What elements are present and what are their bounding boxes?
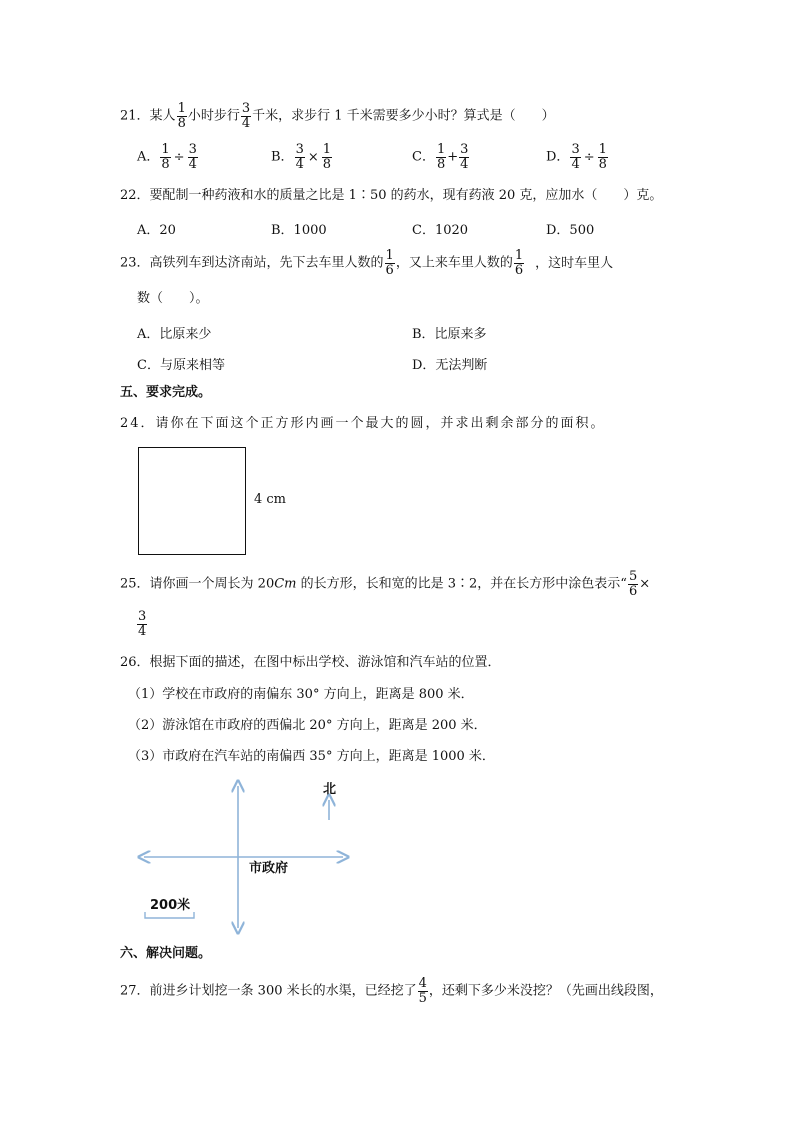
option-d: D．无法判断 [412,358,488,373]
question-25: 25．请你画一个周长为 20Cm 的长方形，长和宽的比是 3∶2，并在长方形中涂色表示“ $\frac{5}{6}$ × [120,569,651,599]
question-26: 26．根据下面的描述，在图中标出学校、游泳馆和汽车站的位置． [120,655,501,670]
question-27: 27．前进乡计划挖一条 300 米长的水渠，已经挖了 $\frac{4}{5}$ ，还剩下多少米没挖？（先画出线段图， [120,976,663,1006]
question-23: 23．高铁列车到达济南站，先下去车里人数的 $\frac{1}{6}$ ，又上来车里人数的 $\frac{1}{6}$ ，这时车里人 [120,248,614,278]
fraction: $\frac{4}{5}$ [418,976,427,1006]
fraction: $\frac{3}{4}$ [138,609,147,639]
fraction: $\frac{1}{8}$ [177,101,186,131]
list-item: （1）学校在市政府的南偏东 30° 方向上，距离是 800 米． [128,687,474,702]
option-b: B．比原来多 [412,327,487,342]
list-item: （3）市政府在汽车站的南偏西 35° 方向上，距离是 1000 米． [128,749,495,764]
side-length-label: 4 cm [254,492,287,507]
scale-label: 200米 [150,898,191,913]
option-c: C． $\frac{1}{8}$ + $\frac{3}{4}$ [412,142,469,172]
fraction: $\frac{1}{6}$ [514,248,524,278]
question-text: 21． [120,108,150,124]
center-label: 市政府 [249,861,289,876]
question-22: 22．要配制一种药液和水的质量之比是 1∶50 的药水，现有药液 20 克，应加水（ ）克。 [120,188,663,203]
fraction: $\frac{3}{4}$ [241,101,251,131]
option-b: B．1000 [271,223,327,238]
option-c: C．与原来相等 [137,358,225,373]
question-text: 千米，求步行 1 千米需要多少小时？算式是（ ） [252,108,555,124]
option-c: C．1020 [412,223,469,238]
option-a: A．20 [137,223,176,238]
fraction: $\frac{1}{6}$ [385,248,394,278]
question-23-line2: 数（ ）。 [137,291,209,306]
question-24: 24．请你在下面这个正方形内画一个最大的圆，并求出剩余部分的面积。 [120,416,606,431]
option-d: D． $\frac{3}{4}$ ÷ $\frac{1}{8}$ [546,142,607,172]
section-heading: 五、要求完成。 [120,385,212,400]
option-d: D．500 [546,223,595,238]
question-text: 某人 [149,108,176,124]
option-a: A．比原来少 [137,327,212,342]
north-label: 北 [323,782,337,797]
option-a: A． $\frac{1}{8}$ ÷ $\frac{3}{4}$ [137,142,197,172]
list-item: （2）游泳馆在市政府的西偏北 20° 方向上，距离是 200 米． [128,718,487,733]
section-heading: 六、解决问题。 [120,946,212,961]
option-b: B． $\frac{3}{4}$ × $\frac{1}{8}$ [271,142,332,172]
question-text: 小时步行 [187,108,240,124]
fraction: $\frac{5}{6}$ [628,569,638,599]
